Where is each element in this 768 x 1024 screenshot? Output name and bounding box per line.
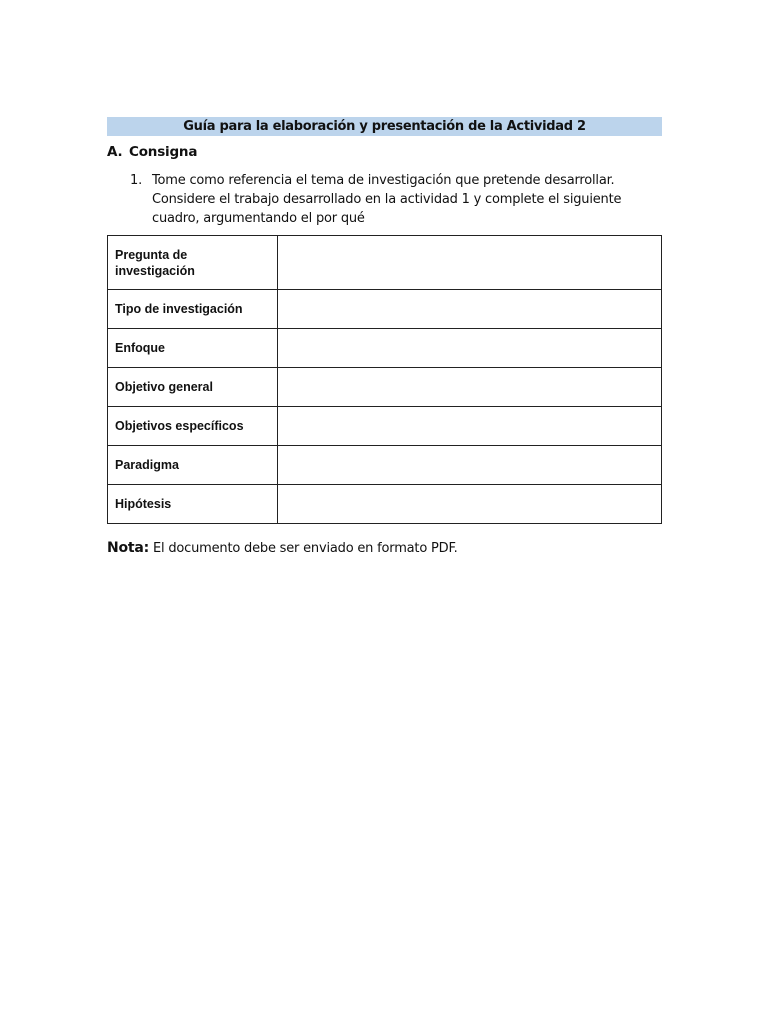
row-value-cell[interactable] [278,407,662,446]
instruction-text: Tome como referencia el tema de investigación que pretende desarrollar. Considere el trabajo desarrollado en la actividad 1 y complete el siguiente cuadro, argumentando el por qué [152,173,622,226]
row-label: Hipótesis [108,485,278,524]
research-table [107,235,662,524]
note-text: El documento debe ser enviado en formato PDF. [153,541,458,556]
row-label: Objetivo general [108,368,278,407]
section-letter: A. [107,144,123,160]
table-row [108,329,662,368]
row-label: Objetivos específicos [108,407,278,446]
row-label: Enfoque [108,329,278,368]
row-value-cell[interactable] [278,368,662,407]
table-row [108,446,662,485]
note-label: Nota: [107,540,150,556]
table-row [108,407,662,446]
row-value-cell[interactable] [278,485,662,524]
table-row [108,236,662,290]
table-row [108,368,662,407]
table-row [108,485,662,524]
row-value-cell[interactable] [278,236,662,290]
table-row [108,290,662,329]
row-value-cell[interactable] [278,446,662,485]
note [107,540,458,556]
section-heading-text: Consigna [129,144,198,160]
instruction-number: 1. [130,173,143,188]
row-label: Tipo de investigación [108,290,278,329]
row-value-cell[interactable] [278,329,662,368]
row-label: Paradigma [108,446,278,485]
document-title: Guía para la elaboración y presentación de la Actividad 2 [107,117,662,136]
row-label: Pregunta de investigación [108,236,278,290]
row-value-cell[interactable] [278,290,662,329]
instruction-item [130,171,670,228]
section-heading [107,144,197,160]
